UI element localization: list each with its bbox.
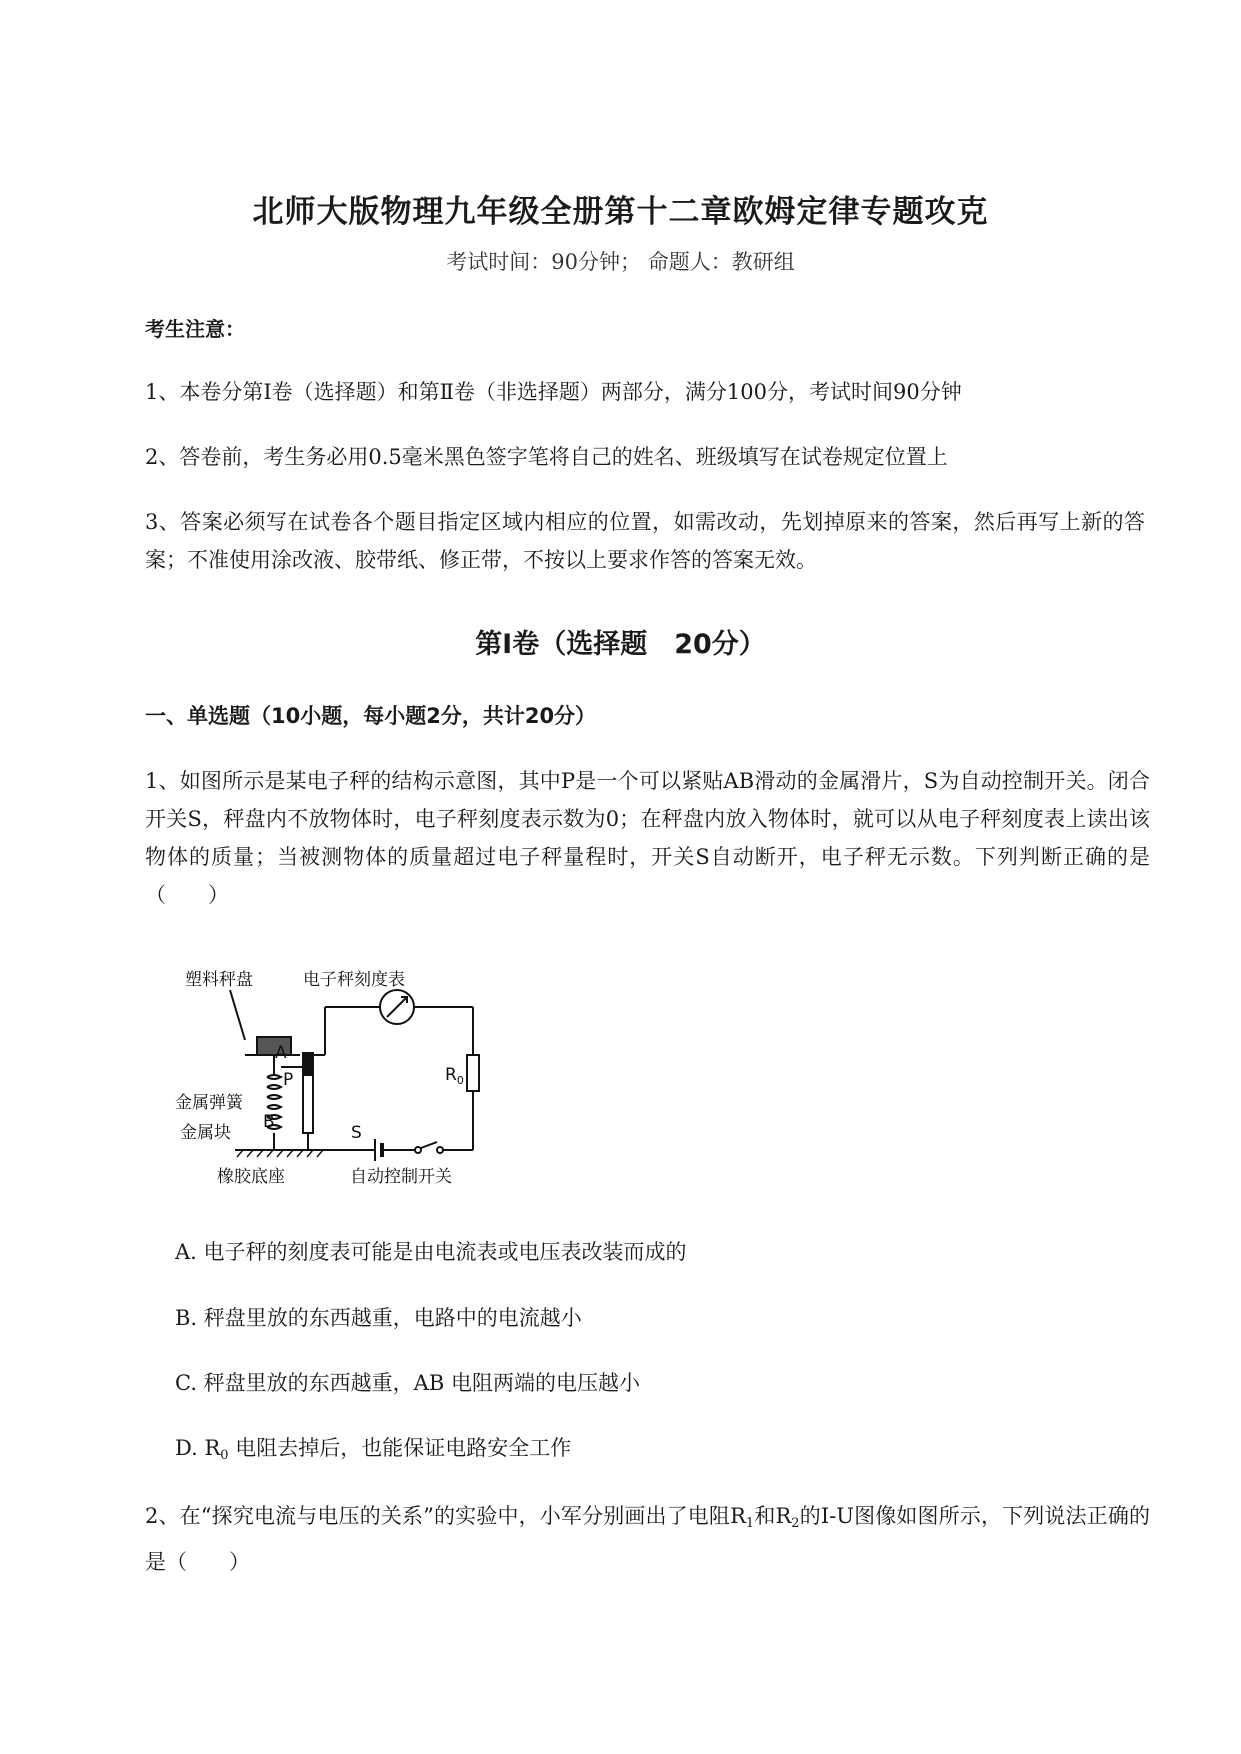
notice-item-3: 3、答案必须写在试卷各个题目指定区域内相应的位置，如需改动，先划掉原来的答案，然后再写上新的答案；不准使用涂改液、胶带纸、修正带，不按以上要求作答的答案无效。 xyxy=(145,510,1145,572)
label-P: P xyxy=(283,1070,294,1090)
notice-item-1: 1、本卷分第Ⅰ卷（选择题）和第Ⅱ卷（非选择题）两部分，满分100分，考试时间90分钟 xyxy=(145,380,962,404)
option-c: C. 秤盘里放的东西越重，AB 电阻两端的电压越小 xyxy=(175,1371,640,1395)
notice-heading: 考生注意： xyxy=(145,317,245,341)
notice-item-2: 2、答卷前，考生务必用0.5毫米黑色签字笔将自己的姓名、班级填写在试卷规定位置上 xyxy=(145,445,948,469)
option-d: D. $R_0$ 电阻去掉后，也能保证电路安全工作 xyxy=(175,1436,572,1463)
label-auto-switch: 自动控制开关 xyxy=(350,1167,452,1187)
label-scale-meter: 电子秤刻度表 xyxy=(303,970,405,990)
electronic-scale-circuit-figure xyxy=(175,955,535,1190)
part-title: 一、单选题（10小题，每小题2分，共计20分） xyxy=(145,704,597,728)
label-metal-spring: 金属弹簧 xyxy=(175,1093,243,1113)
section-title: 第Ⅰ卷（选择题 20分） xyxy=(475,629,766,660)
label-rubber-base: 橡胶底座 xyxy=(217,1167,285,1187)
label-metal-block: 金属块 xyxy=(180,1123,231,1143)
exam-info: 考试时间：90分钟； 命题人：教研组 xyxy=(446,250,795,274)
label-R0: $R_0$ xyxy=(445,1065,464,1087)
label-B: B xyxy=(263,1112,275,1132)
option-a: A. 电子秤的刻度表可能是由电流表或电压表改装而成的 xyxy=(175,1240,687,1264)
label-A: A xyxy=(275,1043,287,1063)
label-plastic-pan: 塑料秤盘 xyxy=(185,970,253,990)
page-title: 北师大版物理九年级全册第十二章欧姆定律专题攻克 xyxy=(252,194,989,230)
label-S: S xyxy=(351,1123,362,1143)
option-b: B. 秤盘里放的东西越重，电路中的电流越小 xyxy=(175,1306,582,1330)
question-2-text: 2、在“探究电流与电压的关系”的实验中，小军分别画出了电阻$R_1$和$R_2$的I-U图像如图所示，下列说法正确的是（ ） xyxy=(145,1504,1150,1574)
question-1-text: 1、如图所示是某电子秤的结构示意图，其中P是一个可以紧贴AB滑动的金属滑片，S为自动控制开关。闭合开关S，秤盘内不放物体时，电子秤刻度表示数为0；在秤盘内放入物体时，就可以从电子秤刻度表上读出该物体的质量；当被测物体的质量超过电子秤量程时，开关S自动断开，电子秤无示数。下列判断正确的是（ ） xyxy=(145,769,1150,907)
